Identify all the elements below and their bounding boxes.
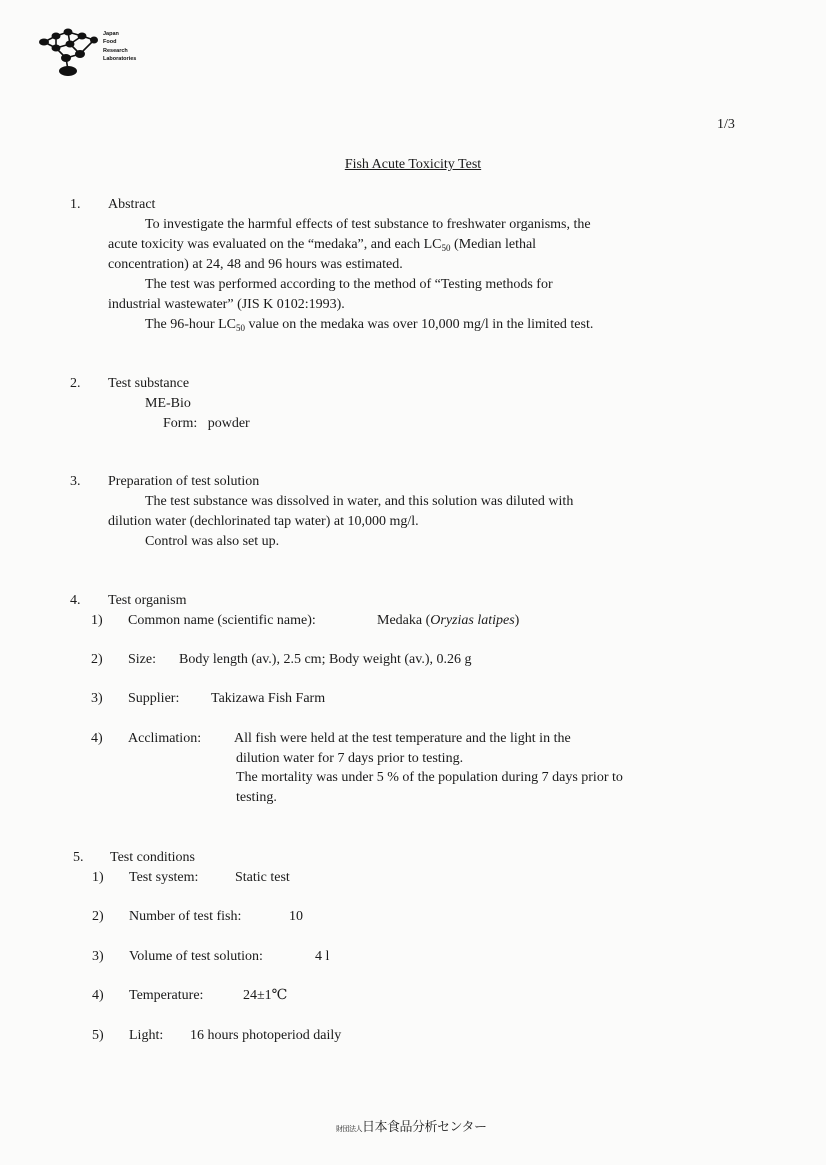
test-system-label: Test system: — [129, 870, 199, 885]
section-3-heading: Preparation of test solution — [108, 474, 260, 489]
section-2-heading: Test substance — [108, 376, 190, 391]
abstract-line: To investigate the harmful effects of test substance to freshwater organisms, the — [145, 217, 591, 232]
temperature-label: Temperature: — [129, 988, 204, 1003]
acclimation-line: The mortality was under 5 % of the population during 7 days prior to — [236, 770, 623, 785]
footer-prefix: 財団法人 — [336, 1125, 362, 1133]
light-label: Light: — [129, 1028, 164, 1043]
section-1-heading: Abstract — [108, 197, 156, 212]
logo-network-icon — [36, 26, 102, 78]
fish-count-label: Number of test fish: — [129, 909, 242, 924]
acclimation-line: dilution water for 7 days prior to testing. — [236, 751, 464, 766]
item-number: 5) — [92, 1028, 104, 1043]
logo-text — [103, 30, 136, 64]
logo-line: Japan — [103, 31, 119, 37]
fish-count-value: 10 — [289, 909, 303, 924]
document-title — [0, 157, 826, 173]
common-name-value — [377, 611, 519, 631]
document-title-text: Fish Acute Toxicity Test — [344, 157, 482, 172]
item-number: 1) — [91, 613, 103, 628]
temperature-value: 24±1℃ — [243, 988, 288, 1003]
section-5-number: 5. — [73, 850, 84, 865]
footer-organization — [336, 1116, 486, 1135]
abstract-text: The 96-hour LC — [145, 317, 236, 332]
section-1-number: 1. — [70, 197, 81, 212]
abstract-text: acute toxicity was evaluated on the “medaka”, and each LC — [108, 237, 442, 252]
section-2-number: 2. — [70, 376, 81, 391]
substance-name: ME-Bio — [145, 396, 191, 411]
section-5-heading: Test conditions — [110, 850, 195, 865]
item-number: 1) — [92, 870, 104, 885]
footer-name: 日本食品分析センター — [362, 1120, 487, 1135]
abstract-line: concentration) at 24, 48 and 96 hours was estimated. — [108, 257, 403, 272]
size-label: Size: — [128, 652, 156, 667]
item-number: 4) — [92, 988, 104, 1003]
volume-label: Volume of test solution: — [129, 949, 263, 964]
item-number: 2) — [91, 652, 103, 667]
substance-form — [163, 414, 250, 434]
jfrl-logo — [36, 26, 146, 78]
test-system-value: Static test — [235, 870, 290, 885]
abstract-line: The test was performed according to the method of “Testing methods for — [145, 277, 553, 292]
volume-value: 4 l — [315, 949, 330, 964]
scientific-name: Oryzias latipes — [430, 613, 515, 628]
page-number: 1/3 — [717, 117, 735, 132]
preparation-line: Control was also set up. — [145, 534, 280, 549]
logo-line: Food — [103, 39, 117, 46]
section-4-heading: Test organism — [108, 593, 187, 608]
common-name-label: Common name (scientific name): — [128, 613, 316, 628]
section-4-number: 4. — [70, 593, 81, 608]
subscript: 50 — [235, 323, 245, 333]
abstract-line — [145, 315, 593, 338]
section-3-number: 3. — [70, 474, 81, 489]
preparation-line: The test substance was dissolved in water, and this solution was diluted with — [145, 494, 574, 509]
form-value: powder — [207, 416, 250, 431]
closing-paren: ) — [514, 613, 520, 628]
light-value: 16 hours photoperiod daily — [190, 1028, 342, 1043]
item-number: 2) — [92, 909, 104, 924]
form-label: Form: — [163, 416, 198, 431]
logo-line: Laboratories — [103, 56, 137, 63]
logo-line: Research — [103, 47, 128, 54]
size-value: Body length (av.), 2.5 cm; Body weight (av.), 0.26 g — [179, 652, 472, 667]
common-name-text: Medaka ( — [377, 613, 431, 628]
supplier-label: Supplier: — [128, 691, 180, 706]
acclimation-label: Acclimation: — [128, 731, 202, 746]
item-number: 4) — [91, 731, 103, 746]
abstract-text: (Median lethal — [450, 237, 537, 252]
item-number: 3) — [91, 691, 103, 706]
supplier-value: Takizawa Fish Farm — [211, 691, 326, 706]
abstract-text: value on the medaka was over 10,000 mg/l in the limited test. — [244, 317, 594, 332]
acclimation-line: testing. — [236, 790, 277, 805]
acclimation-line: All fish were held at the test temperature and the light in the — [234, 731, 571, 746]
abstract-line: industrial wastewater” (JIS K 0102:1993). — [108, 297, 345, 312]
preparation-line: dilution water (dechlorinated tap water) at 10,000 mg/l. — [108, 514, 419, 529]
subscript: 50 — [441, 243, 451, 253]
item-number: 3) — [92, 949, 104, 964]
